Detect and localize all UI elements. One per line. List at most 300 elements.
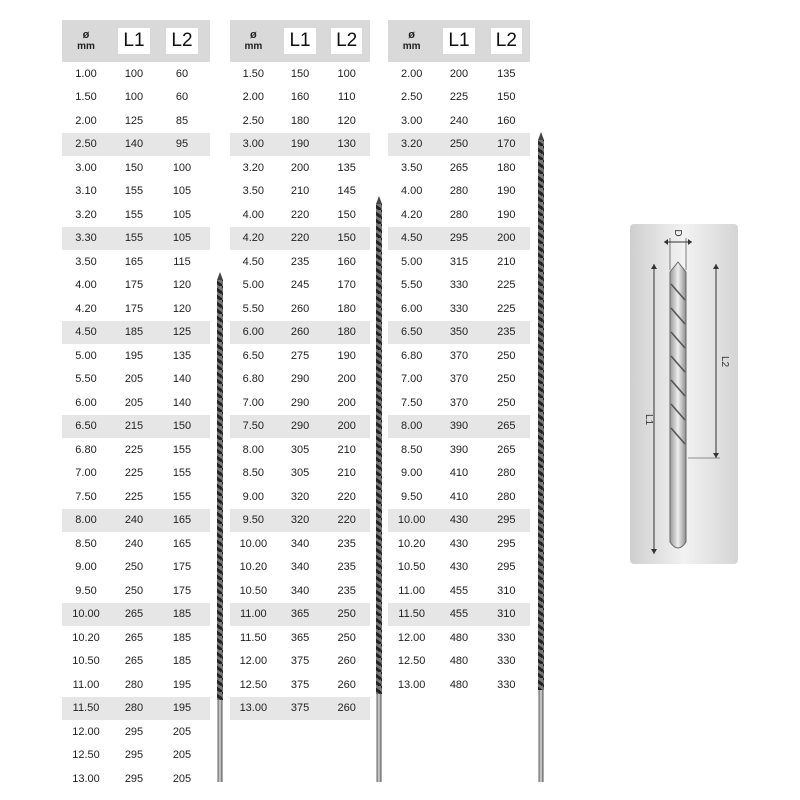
diameter-cell: 10.00 bbox=[72, 608, 100, 621]
l2-cell: 165 bbox=[172, 514, 192, 527]
l2-cell: 330 bbox=[497, 631, 516, 644]
table-body bbox=[230, 62, 370, 720]
l2-cell: 105 bbox=[172, 185, 192, 198]
l1-cell: 225 bbox=[124, 467, 144, 480]
l1-cell: 200 bbox=[290, 161, 310, 174]
l1-cell: 410 bbox=[449, 467, 469, 480]
table-row bbox=[230, 697, 370, 721]
table-row bbox=[388, 344, 530, 368]
size-table-1 bbox=[62, 20, 210, 791]
l1-cell: 375 bbox=[290, 678, 310, 691]
table-row bbox=[230, 274, 370, 298]
l2-cell: 250 bbox=[497, 396, 516, 409]
l1-cell: 340 bbox=[290, 561, 310, 574]
diameter-symbol: ø bbox=[408, 29, 416, 41]
l2-cell: 250 bbox=[497, 349, 516, 362]
l1-cell: 220 bbox=[290, 208, 310, 221]
l2-cell: 250 bbox=[497, 373, 516, 386]
table-row bbox=[62, 391, 210, 415]
l2-cell: 205 bbox=[172, 725, 192, 738]
l2-cell: 175 bbox=[172, 584, 192, 597]
diameter-cell: 8.00 bbox=[75, 514, 97, 527]
l2-cell: 250 bbox=[337, 608, 356, 621]
diameter-unit: mm bbox=[244, 41, 263, 52]
diagram-label-d: D bbox=[672, 229, 683, 237]
diameter-cell: 2.50 bbox=[242, 114, 265, 127]
table-row bbox=[62, 744, 210, 768]
diameter-cell: 3.50 bbox=[400, 161, 423, 174]
table-row bbox=[62, 156, 210, 180]
l1-cell: 290 bbox=[290, 396, 310, 409]
diameter-cell: 11.50 bbox=[398, 608, 426, 621]
diameter-cell: 8.50 bbox=[242, 467, 265, 480]
l1-cell: 370 bbox=[449, 396, 469, 409]
l2-cell: 150 bbox=[337, 208, 356, 221]
l2-cell: 180 bbox=[497, 161, 516, 174]
l2-cell: 60 bbox=[175, 91, 189, 104]
table-row bbox=[62, 509, 210, 533]
l2-cell: 100 bbox=[172, 161, 192, 174]
l1-cell: 305 bbox=[290, 443, 310, 456]
l2-cell: 260 bbox=[337, 678, 356, 691]
l1-cell: 225 bbox=[124, 490, 144, 503]
l1-cell: 265 bbox=[124, 655, 144, 668]
diameter-cell: 12.00 bbox=[239, 655, 268, 668]
diameter-cell: 6.00 bbox=[242, 326, 265, 339]
l1-cell: 350 bbox=[449, 326, 469, 339]
l1-cell: 185 bbox=[124, 326, 144, 339]
l2-cell: 120 bbox=[337, 114, 356, 127]
table-row bbox=[230, 650, 370, 674]
l2-cell: 120 bbox=[172, 279, 192, 292]
table-row bbox=[388, 391, 530, 415]
diameter-header bbox=[230, 30, 277, 52]
diameter-cell: 5.00 bbox=[75, 349, 97, 362]
l1-header bbox=[277, 28, 324, 54]
table-body bbox=[62, 62, 210, 791]
l1-header-label: L1 bbox=[443, 28, 474, 54]
l2-cell: 195 bbox=[172, 678, 192, 691]
diameter-cell: 4.20 bbox=[242, 232, 265, 245]
table-row bbox=[230, 156, 370, 180]
table-row bbox=[62, 62, 210, 86]
l1-cell: 155 bbox=[124, 232, 144, 245]
l2-header-label: L2 bbox=[166, 28, 197, 54]
diameter-cell: 4.00 bbox=[75, 279, 97, 292]
l2-cell: 95 bbox=[175, 138, 189, 151]
l2-cell: 265 bbox=[497, 443, 516, 456]
l2-cell: 205 bbox=[172, 749, 192, 762]
diameter-cell: 1.50 bbox=[242, 67, 265, 80]
l2-cell: 220 bbox=[337, 490, 356, 503]
table-header bbox=[62, 20, 210, 62]
diameter-cell: 6.50 bbox=[242, 349, 265, 362]
diameter-cell: 5.50 bbox=[400, 279, 423, 292]
table-row bbox=[388, 509, 530, 533]
l1-cell: 430 bbox=[449, 514, 469, 527]
l2-cell: 185 bbox=[172, 608, 192, 621]
l1-cell: 280 bbox=[124, 678, 144, 691]
table-row bbox=[62, 274, 210, 298]
l1-cell: 315 bbox=[449, 255, 469, 268]
diameter-unit: mm bbox=[402, 41, 421, 52]
l1-cell: 260 bbox=[290, 326, 310, 339]
table-row bbox=[230, 579, 370, 603]
l1-cell: 250 bbox=[449, 138, 469, 151]
l1-cell: 390 bbox=[449, 443, 469, 456]
diameter-cell: 10.00 bbox=[239, 537, 268, 550]
l1-cell: 100 bbox=[124, 67, 144, 80]
diameter-cell: 12.00 bbox=[72, 725, 100, 738]
table-row bbox=[62, 603, 210, 627]
diameter-cell: 6.00 bbox=[75, 396, 97, 409]
l2-header-label: L2 bbox=[491, 28, 522, 54]
diameter-cell: 12.50 bbox=[72, 749, 100, 762]
l1-cell: 160 bbox=[290, 91, 310, 104]
l1-cell: 410 bbox=[449, 490, 469, 503]
table-row bbox=[230, 321, 370, 345]
l2-cell: 260 bbox=[337, 702, 356, 715]
table-row bbox=[230, 462, 370, 486]
l2-cell: 125 bbox=[172, 326, 192, 339]
diameter-cell: 9.00 bbox=[242, 490, 265, 503]
l2-cell: 200 bbox=[337, 420, 356, 433]
diameter-symbol: ø bbox=[82, 29, 90, 41]
l2-cell: 260 bbox=[337, 655, 356, 668]
l1-cell: 340 bbox=[290, 584, 310, 597]
l2-cell: 200 bbox=[497, 232, 516, 245]
table-row bbox=[62, 767, 210, 791]
diameter-cell: 10.50 bbox=[239, 584, 268, 597]
table-row bbox=[62, 697, 210, 721]
table-row bbox=[230, 86, 370, 110]
l1-cell: 290 bbox=[290, 420, 310, 433]
diameter-cell: 4.20 bbox=[75, 302, 97, 315]
table-row bbox=[62, 203, 210, 227]
table-row bbox=[62, 532, 210, 556]
diameter-cell: 3.10 bbox=[75, 185, 97, 198]
diameter-cell: 11.50 bbox=[239, 631, 267, 644]
l2-cell: 150 bbox=[172, 420, 192, 433]
diameter-cell: 11.50 bbox=[72, 702, 100, 715]
diameter-cell: 10.50 bbox=[397, 561, 426, 574]
l1-cell: 200 bbox=[449, 67, 469, 80]
l1-cell: 155 bbox=[124, 208, 144, 221]
table-row bbox=[62, 321, 210, 345]
table-row bbox=[230, 391, 370, 415]
l1-cell: 175 bbox=[124, 279, 144, 292]
table-row bbox=[62, 720, 210, 744]
l1-cell: 220 bbox=[290, 232, 310, 245]
diameter-unit: mm bbox=[77, 41, 95, 52]
l2-header bbox=[483, 28, 530, 54]
table-row bbox=[230, 109, 370, 133]
table-row bbox=[388, 673, 530, 697]
l1-cell: 235 bbox=[290, 255, 310, 268]
table-row bbox=[230, 297, 370, 321]
diameter-cell: 7.00 bbox=[242, 396, 265, 409]
diameter-cell: 7.00 bbox=[75, 467, 97, 480]
drill-dimension-diagram bbox=[630, 224, 738, 564]
table-header bbox=[230, 20, 370, 62]
l2-cell: 280 bbox=[497, 490, 516, 503]
table-row bbox=[230, 180, 370, 204]
l2-cell: 295 bbox=[497, 514, 516, 527]
l2-header bbox=[158, 28, 206, 54]
l2-cell: 330 bbox=[497, 678, 516, 691]
diagram-label-l1: L1 bbox=[643, 414, 654, 426]
table-row bbox=[62, 344, 210, 368]
l2-cell: 310 bbox=[497, 608, 516, 621]
table-row bbox=[230, 368, 370, 392]
l2-cell: 180 bbox=[337, 326, 356, 339]
table-row bbox=[62, 109, 210, 133]
l1-header bbox=[435, 28, 482, 54]
l1-cell: 340 bbox=[290, 537, 310, 550]
diameter-cell: 13.00 bbox=[239, 702, 268, 715]
l1-cell: 140 bbox=[124, 138, 144, 151]
l2-cell: 185 bbox=[172, 631, 192, 644]
l1-cell: 205 bbox=[124, 396, 144, 409]
table-row bbox=[230, 485, 370, 509]
diameter-cell: 6.50 bbox=[75, 420, 97, 433]
table-row bbox=[388, 274, 530, 298]
l1-cell: 455 bbox=[449, 584, 469, 597]
l2-cell: 185 bbox=[172, 655, 192, 668]
table-row bbox=[62, 650, 210, 674]
diameter-cell: 12.00 bbox=[397, 631, 426, 644]
l2-cell: 330 bbox=[497, 655, 516, 668]
l2-cell: 105 bbox=[172, 208, 192, 221]
diameter-cell: 5.00 bbox=[400, 255, 423, 268]
l1-cell: 260 bbox=[290, 302, 310, 315]
table-row bbox=[62, 133, 210, 157]
l1-cell: 225 bbox=[449, 91, 469, 104]
diameter-cell: 7.50 bbox=[400, 396, 423, 409]
diameter-cell: 12.50 bbox=[397, 655, 426, 668]
diameter-cell: 8.00 bbox=[400, 420, 423, 433]
l1-cell: 265 bbox=[449, 161, 469, 174]
table-row bbox=[388, 203, 530, 227]
l1-cell: 155 bbox=[124, 185, 144, 198]
l2-cell: 85 bbox=[175, 114, 189, 127]
l2-cell: 155 bbox=[172, 443, 192, 456]
l1-cell: 390 bbox=[449, 420, 469, 433]
l1-cell: 280 bbox=[124, 702, 144, 715]
l2-cell: 60 bbox=[175, 67, 189, 80]
l1-cell: 320 bbox=[290, 514, 310, 527]
diameter-cell: 5.50 bbox=[242, 302, 265, 315]
l2-cell: 150 bbox=[497, 91, 516, 104]
diameter-cell: 7.50 bbox=[242, 420, 265, 433]
diameter-cell: 10.20 bbox=[239, 561, 268, 574]
diameter-cell: 2.00 bbox=[400, 67, 423, 80]
diameter-cell: 8.50 bbox=[400, 443, 423, 456]
l1-cell: 305 bbox=[290, 467, 310, 480]
l1-cell: 480 bbox=[449, 631, 469, 644]
l1-header-label: L1 bbox=[284, 28, 315, 54]
l2-cell: 295 bbox=[497, 561, 516, 574]
table-row bbox=[388, 156, 530, 180]
diameter-cell: 11.00 bbox=[72, 678, 100, 691]
table-row bbox=[388, 321, 530, 345]
diameter-cell: 8.00 bbox=[242, 443, 265, 456]
diameter-cell: 9.50 bbox=[400, 490, 423, 503]
l1-cell: 195 bbox=[124, 349, 144, 362]
l2-cell: 235 bbox=[337, 584, 356, 597]
table-row bbox=[230, 626, 370, 650]
l1-cell: 205 bbox=[124, 373, 144, 386]
l1-cell: 370 bbox=[449, 349, 469, 362]
l2-cell: 220 bbox=[337, 514, 356, 527]
l1-cell: 295 bbox=[449, 232, 469, 245]
l2-cell: 190 bbox=[497, 185, 516, 198]
l2-cell: 135 bbox=[172, 349, 192, 362]
diameter-cell: 4.50 bbox=[75, 326, 97, 339]
diameter-cell: 9.00 bbox=[400, 467, 423, 480]
l1-cell: 150 bbox=[124, 161, 144, 174]
diameter-cell: 4.50 bbox=[242, 255, 265, 268]
l2-cell: 210 bbox=[497, 255, 516, 268]
l2-cell: 130 bbox=[337, 138, 356, 151]
l1-cell: 250 bbox=[124, 561, 144, 574]
l1-cell: 295 bbox=[124, 772, 144, 785]
table-row bbox=[62, 415, 210, 439]
table-row bbox=[230, 438, 370, 462]
l2-cell: 115 bbox=[173, 255, 191, 268]
l2-cell: 155 bbox=[172, 467, 192, 480]
l1-cell: 245 bbox=[290, 279, 310, 292]
l1-cell: 125 bbox=[124, 114, 144, 127]
diameter-cell: 4.20 bbox=[400, 208, 423, 221]
l2-cell: 120 bbox=[172, 302, 192, 315]
drill-bit-image-medium bbox=[371, 196, 387, 784]
diameter-cell: 3.00 bbox=[75, 161, 97, 174]
table-row bbox=[62, 626, 210, 650]
l1-cell: 165 bbox=[124, 255, 144, 268]
l1-cell: 240 bbox=[124, 537, 144, 550]
table-row bbox=[62, 86, 210, 110]
l2-cell: 310 bbox=[497, 584, 516, 597]
l1-cell: 430 bbox=[449, 537, 469, 550]
table-row bbox=[230, 203, 370, 227]
table-row bbox=[62, 438, 210, 462]
l1-cell: 365 bbox=[290, 608, 310, 621]
table-row bbox=[388, 650, 530, 674]
l1-cell: 295 bbox=[124, 725, 144, 738]
diameter-cell: 2.00 bbox=[242, 91, 265, 104]
diameter-cell: 9.00 bbox=[75, 561, 97, 574]
l2-cell: 280 bbox=[497, 467, 516, 480]
l2-cell: 170 bbox=[337, 279, 356, 292]
diameter-cell: 4.50 bbox=[400, 232, 423, 245]
table-row bbox=[62, 485, 210, 509]
l2-cell: 190 bbox=[337, 349, 356, 362]
diameter-cell: 4.00 bbox=[400, 185, 423, 198]
diameter-cell: 10.20 bbox=[397, 537, 426, 550]
table-row bbox=[388, 250, 530, 274]
l1-cell: 330 bbox=[449, 279, 469, 292]
diameter-cell: 6.50 bbox=[400, 326, 423, 339]
diameter-cell: 9.50 bbox=[75, 584, 97, 597]
diameter-cell: 2.00 bbox=[75, 114, 97, 127]
l1-cell: 480 bbox=[449, 655, 469, 668]
table-row bbox=[230, 415, 370, 439]
l2-cell: 155 bbox=[172, 490, 192, 503]
table-row bbox=[388, 556, 530, 580]
l1-cell: 280 bbox=[449, 185, 469, 198]
table-row bbox=[62, 368, 210, 392]
l2-cell: 195 bbox=[172, 702, 192, 715]
table-row bbox=[230, 673, 370, 697]
l2-cell: 175 bbox=[172, 561, 192, 574]
l2-cell: 235 bbox=[337, 537, 356, 550]
table-row bbox=[388, 532, 530, 556]
diameter-cell: 5.50 bbox=[75, 373, 97, 386]
diameter-cell: 3.30 bbox=[75, 232, 97, 245]
table-row bbox=[62, 227, 210, 251]
diameter-cell: 10.20 bbox=[72, 631, 100, 644]
table-row bbox=[388, 462, 530, 486]
table-body bbox=[388, 62, 530, 697]
l2-cell: 135 bbox=[337, 161, 356, 174]
table-row bbox=[62, 297, 210, 321]
l2-cell: 250 bbox=[337, 631, 356, 644]
diameter-cell: 3.00 bbox=[242, 138, 265, 151]
table-row bbox=[388, 133, 530, 157]
diameter-cell: 2.50 bbox=[75, 138, 97, 151]
table-row bbox=[388, 415, 530, 439]
table-row bbox=[230, 227, 370, 251]
diameter-cell: 3.20 bbox=[242, 161, 265, 174]
table-row bbox=[62, 250, 210, 274]
table-row bbox=[230, 250, 370, 274]
l1-cell: 190 bbox=[290, 138, 310, 151]
l2-cell: 145 bbox=[337, 185, 356, 198]
diameter-cell: 3.20 bbox=[75, 208, 97, 221]
l2-cell: 180 bbox=[337, 302, 356, 315]
l1-cell: 290 bbox=[290, 373, 310, 386]
l1-cell: 265 bbox=[124, 631, 144, 644]
diameter-cell: 7.50 bbox=[75, 490, 97, 503]
l1-cell: 175 bbox=[124, 302, 144, 315]
table-row bbox=[388, 485, 530, 509]
diameter-cell: 6.00 bbox=[400, 302, 423, 315]
l1-cell: 375 bbox=[290, 655, 310, 668]
l1-cell: 330 bbox=[449, 302, 469, 315]
table-row bbox=[62, 180, 210, 204]
l2-cell: 190 bbox=[497, 208, 516, 221]
l2-cell: 140 bbox=[172, 396, 192, 409]
l1-cell: 150 bbox=[290, 67, 310, 80]
table-row bbox=[230, 509, 370, 533]
diameter-cell: 12.50 bbox=[239, 678, 268, 691]
l1-cell: 275 bbox=[290, 349, 310, 362]
l1-cell: 210 bbox=[290, 185, 310, 198]
drill-bit-image-long bbox=[533, 132, 549, 784]
l1-cell: 215 bbox=[124, 420, 144, 433]
l2-cell: 225 bbox=[497, 279, 516, 292]
table-row bbox=[230, 556, 370, 580]
l2-header bbox=[323, 28, 370, 54]
diameter-cell: 3.50 bbox=[75, 255, 97, 268]
diameter-symbol: ø bbox=[249, 29, 257, 41]
l2-cell: 100 bbox=[337, 67, 356, 80]
table-row bbox=[62, 579, 210, 603]
diameter-cell: 1.00 bbox=[75, 67, 97, 80]
l1-cell: 370 bbox=[449, 373, 469, 386]
l1-cell: 455 bbox=[449, 608, 469, 621]
